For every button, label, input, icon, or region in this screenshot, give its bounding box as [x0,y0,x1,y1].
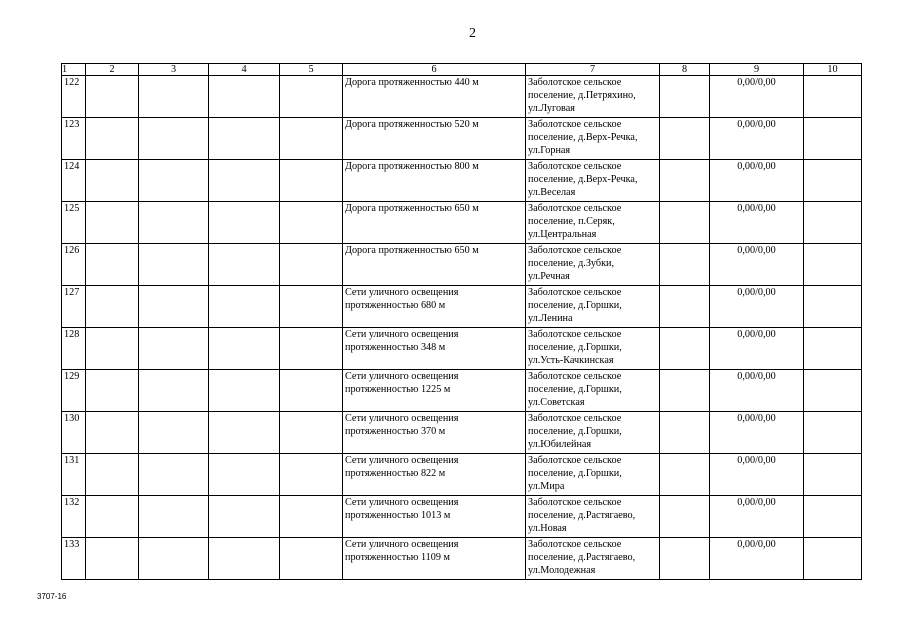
address-cell: Заболотское сельское поселение, д.Горшки, ул.Советская [526,370,660,412]
column-header-3: 3 [139,64,209,76]
column-header-7: 7 [526,64,660,76]
empty-cell [86,202,139,244]
value-cell: 0,00/0,00 [710,496,804,538]
empty-cell [660,286,710,328]
empty-cell [139,370,209,412]
row-number-cell: 132 [62,496,86,538]
empty-cell [139,202,209,244]
table-row [62,538,862,580]
empty-cell [86,76,139,118]
table-row [62,76,862,118]
row-number-cell: 125 [62,202,86,244]
empty-cell [86,454,139,496]
empty-cell [209,160,280,202]
table-row [62,118,862,160]
empty-cell [86,118,139,160]
empty-cell [139,118,209,160]
empty-cell [139,412,209,454]
empty-cell [660,244,710,286]
object-name-cell: Дорога протяженностью 520 м [343,118,526,160]
value-cell: 0,00/0,00 [710,76,804,118]
empty-cell [280,538,343,580]
table-row [62,202,862,244]
empty-cell [804,454,862,496]
empty-cell [804,538,862,580]
table-row [62,370,862,412]
object-name-cell: Сети уличного освещения протяженностью 1225 м [343,370,526,412]
address-cell: Заболотское сельское поселение, д.Горшки, ул.Усть-Качкинская [526,328,660,370]
header-row [62,64,862,76]
column-header-6: 6 [343,64,526,76]
empty-cell [209,244,280,286]
row-number-cell: 123 [62,118,86,160]
table-row [62,244,862,286]
table-row [62,454,862,496]
value-cell: 0,00/0,00 [710,202,804,244]
empty-cell [139,328,209,370]
empty-cell [280,496,343,538]
address-cell: Заболотское сельское поселение, п.Серяк, ул.Центральная [526,202,660,244]
row-number-cell: 129 [62,370,86,412]
empty-cell [280,202,343,244]
empty-cell [209,202,280,244]
address-cell: Заболотское сельское поселение, д.Зубки, ул.Речная [526,244,660,286]
empty-cell [660,454,710,496]
empty-cell [280,118,343,160]
address-cell: Заболотское сельское поселение, д.Горшки, ул.Юбилейная [526,412,660,454]
table-row [62,412,862,454]
row-number-cell: 133 [62,538,86,580]
object-name-cell: Дорога протяженностью 650 м [343,244,526,286]
document-code: 3707-16 [37,592,67,601]
object-name-cell: Сети уличного освещения протяженностью 370 м [343,412,526,454]
value-cell: 0,00/0,00 [710,118,804,160]
empty-cell [280,454,343,496]
address-cell: Заболотское сельское поселение, д.Растягаево, ул.Молодежная [526,538,660,580]
table-row [62,286,862,328]
column-header-8: 8 [660,64,710,76]
empty-cell [804,76,862,118]
address-cell: Заболотское сельское поселение, д.Горшки, ул.Ленина [526,286,660,328]
empty-cell [804,118,862,160]
value-cell: 0,00/0,00 [710,370,804,412]
value-cell: 0,00/0,00 [710,244,804,286]
empty-cell [209,538,280,580]
empty-cell [660,202,710,244]
table-row [62,160,862,202]
row-number-cell: 131 [62,454,86,496]
empty-cell [280,76,343,118]
value-cell: 0,00/0,00 [710,328,804,370]
empty-cell [804,370,862,412]
empty-cell [280,286,343,328]
row-number-cell: 124 [62,160,86,202]
value-cell: 0,00/0,00 [710,160,804,202]
value-cell: 0,00/0,00 [710,286,804,328]
column-header-9: 9 [710,64,804,76]
empty-cell [280,370,343,412]
object-name-cell: Сети уличного освещения протяженностью 1013 м [343,496,526,538]
empty-cell [139,538,209,580]
empty-cell [804,496,862,538]
empty-cell [660,370,710,412]
empty-cell [804,244,862,286]
empty-cell [86,244,139,286]
empty-cell [804,286,862,328]
empty-cell [660,538,710,580]
object-name-cell: Сети уличного освещения протяженностью 822 м [343,454,526,496]
empty-cell [209,412,280,454]
empty-cell [139,496,209,538]
empty-cell [660,160,710,202]
empty-cell [209,118,280,160]
empty-cell [804,160,862,202]
empty-cell [209,454,280,496]
object-name-cell: Дорога протяженностью 650 м [343,202,526,244]
empty-cell [804,412,862,454]
value-cell: 0,00/0,00 [710,538,804,580]
column-header-5: 5 [280,64,343,76]
empty-cell [139,454,209,496]
empty-cell [86,496,139,538]
row-number-cell: 122 [62,76,86,118]
empty-cell [139,76,209,118]
empty-cell [86,286,139,328]
empty-cell [209,496,280,538]
page-number: 2 [469,26,476,41]
empty-cell [209,286,280,328]
object-name-cell: Дорога протяженностью 800 м [343,160,526,202]
empty-cell [280,412,343,454]
empty-cell [209,76,280,118]
table-body [62,76,862,580]
empty-cell [660,328,710,370]
address-cell: Заболотское сельское поселение, д.Горшки, ул.Мира [526,454,660,496]
column-header-2: 2 [86,64,139,76]
address-cell: Заболотское сельское поселение, д.Растягаево, ул.Новая [526,496,660,538]
empty-cell [86,370,139,412]
empty-cell [804,328,862,370]
empty-cell [209,328,280,370]
row-number-cell: 130 [62,412,86,454]
object-name-cell: Сети уличного освещения протяженностью 348 м [343,328,526,370]
column-header-4: 4 [209,64,280,76]
empty-cell [660,412,710,454]
column-header-10: 10 [804,64,862,76]
empty-cell [86,412,139,454]
column-header-1: 1 [62,64,86,76]
empty-cell [139,286,209,328]
empty-cell [280,244,343,286]
empty-cell [86,538,139,580]
table-row [62,328,862,370]
empty-cell [660,76,710,118]
empty-cell [804,202,862,244]
address-cell: Заболотское сельское поселение, д.Верх-Речка, ул.Веселая [526,160,660,202]
table-row [62,496,862,538]
object-name-cell: Сети уличного освещения протяженностью 1109 м [343,538,526,580]
empty-cell [139,160,209,202]
empty-cell [139,244,209,286]
empty-cell [660,118,710,160]
empty-cell [280,160,343,202]
empty-cell [86,328,139,370]
row-number-cell: 128 [62,328,86,370]
empty-cell [86,160,139,202]
empty-cell [280,328,343,370]
address-cell: Заболотское сельское поселение, д.Верх-Речка, ул.Горная [526,118,660,160]
value-cell: 0,00/0,00 [710,454,804,496]
property-registry-table [61,63,862,580]
value-cell: 0,00/0,00 [710,412,804,454]
address-cell: Заболотское сельское поселение, д.Петряхино, ул.Луговая [526,76,660,118]
empty-cell [660,496,710,538]
object-name-cell: Сети уличного освещения протяженностью 680 м [343,286,526,328]
empty-cell [209,370,280,412]
row-number-cell: 126 [62,244,86,286]
row-number-cell: 127 [62,286,86,328]
object-name-cell: Дорога протяженностью 440 м [343,76,526,118]
